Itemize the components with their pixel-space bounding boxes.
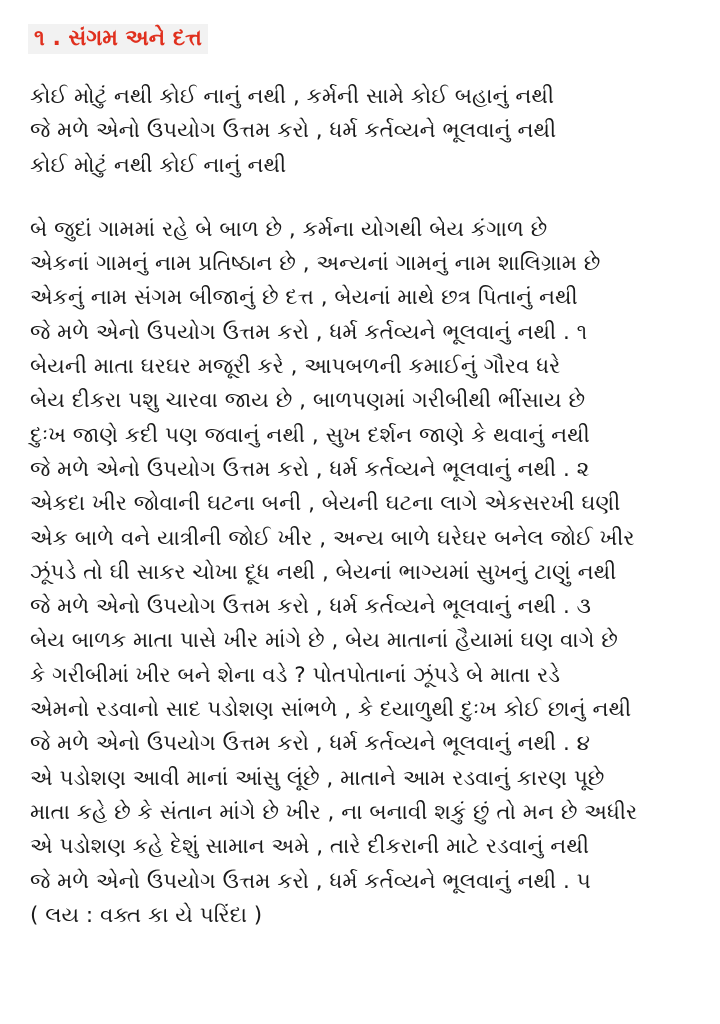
chorus-line: કોઈ મોટું નથી કોઈ નાનું નથી , કર્મની સામે કોઈ બહાનું નથી	[30, 84, 555, 109]
verse-line: બેય બાળક માતા પાસે ખીર માંગે છે , બેય માતાનાં હૈયામાં ઘણ વાગે છે	[30, 628, 618, 654]
chorus-line: જે મળે એનો ઉપયોગ ઉત્તમ કરો , ધર્મ કર્તવ્યને ભૂલવાનું નથી	[30, 118, 557, 144]
verse-line: એક બાળે વને યાત્રીની જોઈ ખીર , અન્ય બાળે ઘરેઘર બનેલ જોઈ ખીર	[30, 525, 635, 551]
chorus-block	[30, 80, 692, 183]
refrain-line: જે મળે એનો ઉપયોગ ઉત્તમ કરો , ધર્મ કર્તવ્યને ભૂલવાનું નથી . ૧	[30, 319, 588, 345]
story-block	[30, 213, 692, 933]
refrain-line: જે મળે એનો ઉપયોગ ઉત્તમ કરો , ધર્મ કર્તવ્યને ભૂલવાનું નથી . ૩	[30, 594, 591, 620]
refrain-line: જે મળે એનો ઉપયોગ ઉત્તમ કરો , ધર્મ કર્તવ્યને ભૂલવાનું નથી . ૨	[30, 456, 590, 482]
verse-line: એકનાં ગામનું નામ પ્રતિષ્ઠાન છે , અન્યનાં ગામનું નામ શાલિગ્રામ છે	[30, 251, 601, 277]
verse-line: બેયની માતા ઘરઘર મજૂરી કરે , આપબળની કમાઈનું ગૌરવ ધરે	[30, 354, 561, 380]
refrain-line: જે મળે એનો ઉપયોગ ઉત્તમ કરો , ધર્મ કર્તવ્યને ભૂલવાનું નથી . ૫	[30, 868, 591, 894]
verse-line: એ પડોશણ કહે દેશું સામાન અમે , તારે દીકરાની માટે રડવાનું નથી	[30, 834, 589, 860]
chorus-line: કોઈ મોટું નથી કોઈ નાનું નથી	[30, 152, 287, 178]
verse-line: કે ગરીબીમાં ખીર બને શેના વડે ? પોતપોતાનાં ઝૂંપડે બે માતા રડે	[30, 662, 561, 688]
poem-title: ૧ . સંગમ અને દત્ત	[28, 24, 208, 54]
verse-line: ઝૂંપડે તો ઘી સાકર ચોખા દૂધ નથી , બેયનાં ભાગ્યમાં સુખનું ટાણું નથી	[30, 559, 617, 585]
verse-line: એમનો રડવાનો સાદ પડોશણ સાંભળે , કે દયાળુથી દુઃખ કોઈ છાનું નથી	[30, 697, 632, 723]
verse-line: માતા કહે છે કે સંતાન માંગે છે ખીર , ના બનાવી શકું છું તો મન છે અધીર	[30, 799, 638, 825]
verse-line: એકનું નામ સંગમ બીજાનું છે દત્ત , બેયનાં માથે છત્ર પિતાનું નથી	[30, 285, 578, 311]
verse-line: દુઃખ જાણે કદી પણ જવાનું નથી , સુખ દર્શન જાણે કે થવાનું નથી	[30, 422, 590, 448]
verse-line: બે જુદાં ગામમાં રહે બે બાળ છે , કર્મના યોગથી બેય કંગાળ છે	[30, 216, 548, 242]
verse-line: બેય દીકરા પશુ ચારવા જાય છે , બાળપણમાં ગરીબીથી ભીંસાય છે	[30, 388, 586, 414]
raga-note: ( લય : વક્ત કા યે પરિંદા )	[30, 902, 263, 928]
verse-line: એકદા ખીર જોવાની ઘટના બની , બેયની ઘટના લાગે એકસરખી ઘણી	[30, 491, 621, 517]
verse-line: એ પડોશણ આવી માનાં આંસુ લૂંછે , માતાને આમ રડવાનું કારણ પૂછે	[30, 765, 605, 791]
refrain-line: જે મળે એનો ઉપયોગ ઉત્તમ કરો , ધર્મ કર્તવ્યને ભૂલવાનું નથી . ૪	[30, 731, 590, 757]
